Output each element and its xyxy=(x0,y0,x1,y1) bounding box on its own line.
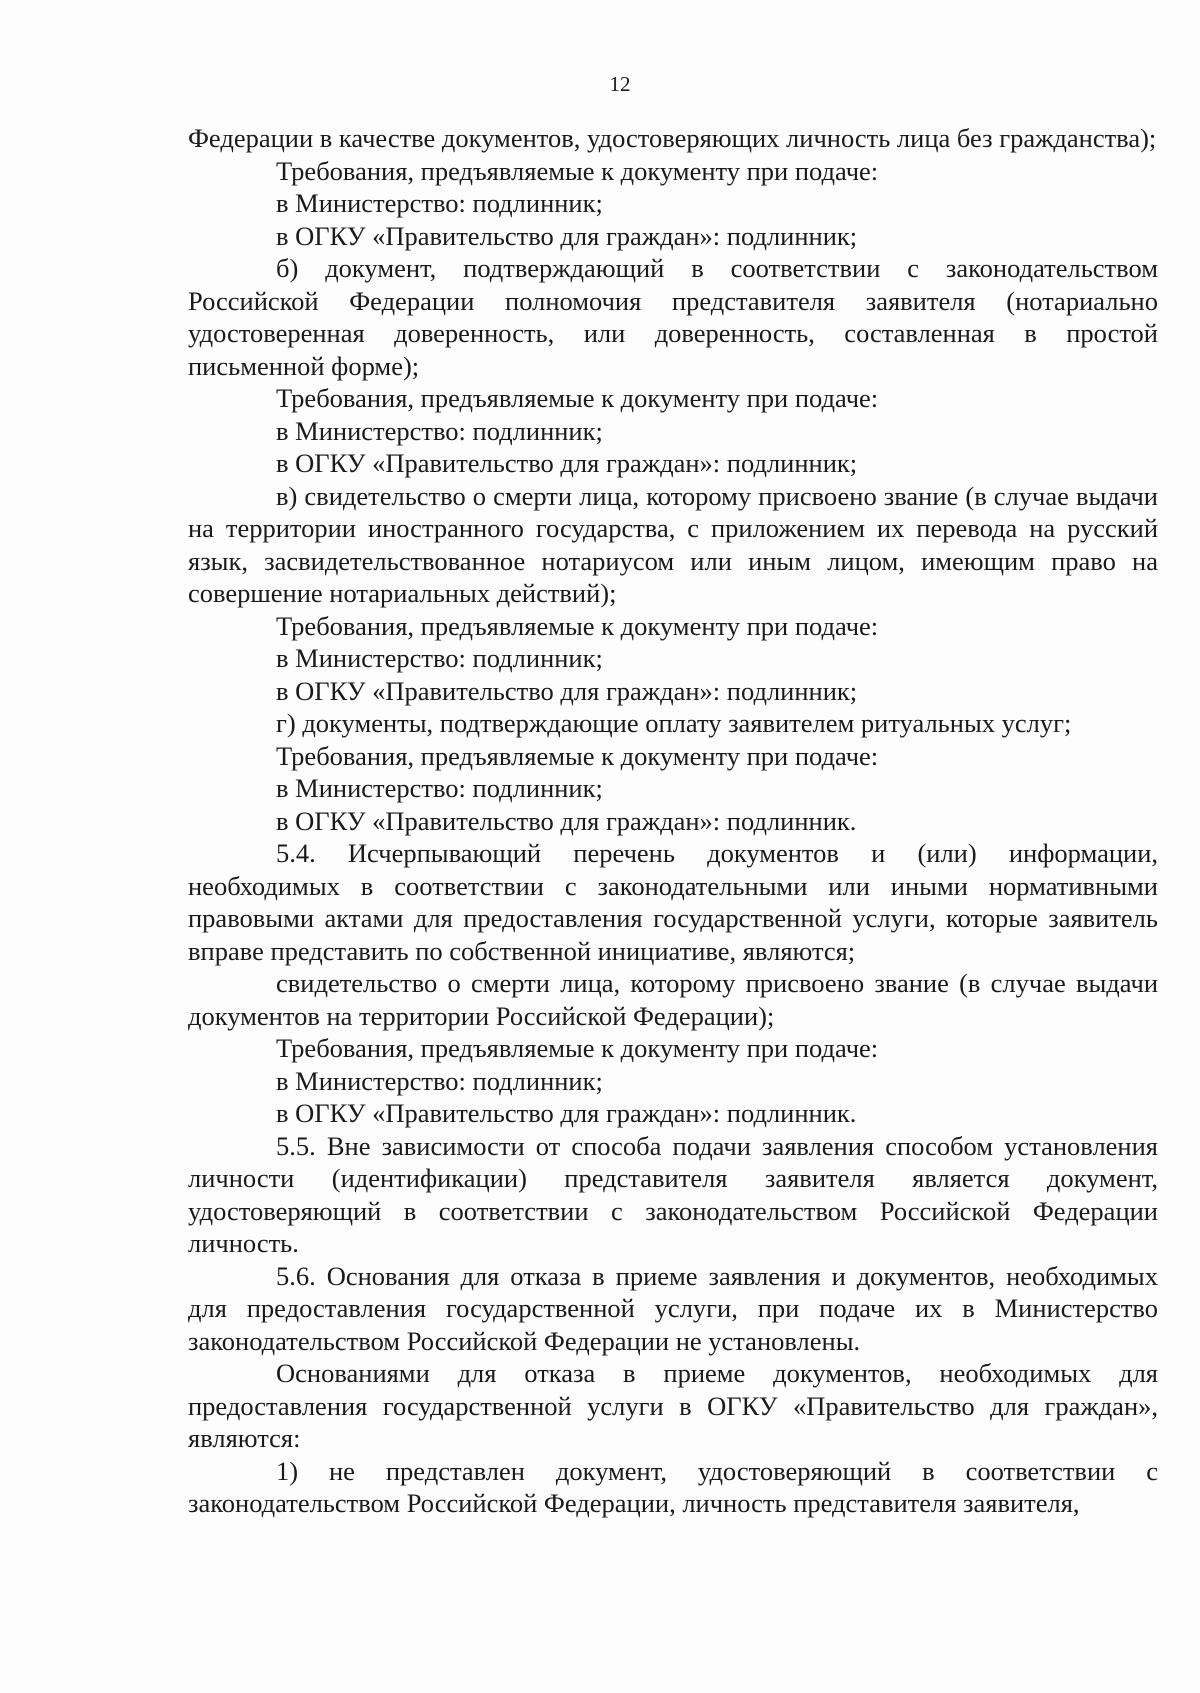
paragraph: Требования, предъявляемые к документу при подаче: xyxy=(276,610,879,641)
paragraph: Требования, предъявляемые к документу при подаче: xyxy=(276,1033,879,1063)
paragraph: б) документ, подтверждающий в соответствии с законодательством Российской Федерации полномочия представителя заявителя (нотариально удостоверенная доверенность, или доверенность, составленная в простой письменной форме); xyxy=(188,253,1158,381)
paragraph: в Министерство: подлинник; xyxy=(276,415,603,446)
paragraph: в Министерство: подлинник; xyxy=(276,643,603,673)
paragraph: г) документы, подтверждающие оплату заявителем ритуальных услуг; xyxy=(276,708,1072,738)
paragraph: Требования, предъявляемые к документу при подаче: xyxy=(276,155,879,186)
paragraph: в Министерство: подлинник; xyxy=(276,773,603,803)
paragraph: Требования, предъявляемые к документу при подаче: xyxy=(276,383,879,413)
paragraph: в ОГКУ «Правительство для граждан»: подлинник; xyxy=(276,220,858,251)
paragraph: 5.6. Основания для отказа в приеме заявления и документов, необходимых для предоставления государственной услуги, при подаче их в Министерство законодательством Российской Федерации не установлены. xyxy=(188,1260,1158,1356)
paragraph: Основаниями для отказа в приеме документов, необходимых для предоставления государственной услуги в ОГКУ «Правительство для граждан», являются: xyxy=(188,1358,1158,1453)
paragraph: в ОГКУ «Правительство для граждан»: подлинник; xyxy=(276,448,858,478)
paragraph: 1) не представлен документ, удостоверяющий в соответствии с законодательством Российской Федерации, личность представителя заявителя, xyxy=(188,1455,1158,1518)
paragraph: Требования, предъявляемые к документу при подаче: xyxy=(276,740,879,771)
paragraph: 5.5. Вне зависимости от способа подачи заявления способом установления личности (идентификации) представителя заявителя является документ, удостоверяющий в соответствии с законодательством Российской Федерации личность. xyxy=(188,1130,1158,1258)
paragraph: в ОГКУ «Правительство для граждан»: подлинник. xyxy=(276,1098,857,1128)
paragraph: Федерации в качестве документов, удостоверяющих личность лица без гражданства); xyxy=(188,123,1157,153)
document-body xyxy=(188,122,1158,1520)
paragraph: свидетельство о смерти лица, которому присвоено звание (в случае выдачи документов на территории Российской Федерации); xyxy=(188,968,1158,1031)
paragraph: в Министерство: подлинник; xyxy=(276,188,603,218)
page-number: 12 xyxy=(609,72,631,96)
paragraph: в ОГКУ «Правительство для граждан»: подлинник; xyxy=(276,675,858,706)
paragraph: в) свидетельство о смерти лица, которому присвоено звание (в случае выдачи на территории иностранного государства, с приложением их перевода на русский язык, засвидетельствованное нотариусом или иным лицом, имеющим право на совершение нотариальных действий); xyxy=(188,480,1158,608)
paragraph: в ОГКУ «Правительство для граждан»: подлинник. xyxy=(276,805,857,836)
paragraph: в Министерство: подлинник; xyxy=(276,1065,603,1096)
paragraph: 5.4. Исчерпывающий перечень документов и (или) информации, необходимых в соответствии с законодательными или иными нормативными правовыми актами для предоставления государственной услуги, которые заявитель вправе представить по собственной инициативе, являются; xyxy=(188,838,1158,966)
